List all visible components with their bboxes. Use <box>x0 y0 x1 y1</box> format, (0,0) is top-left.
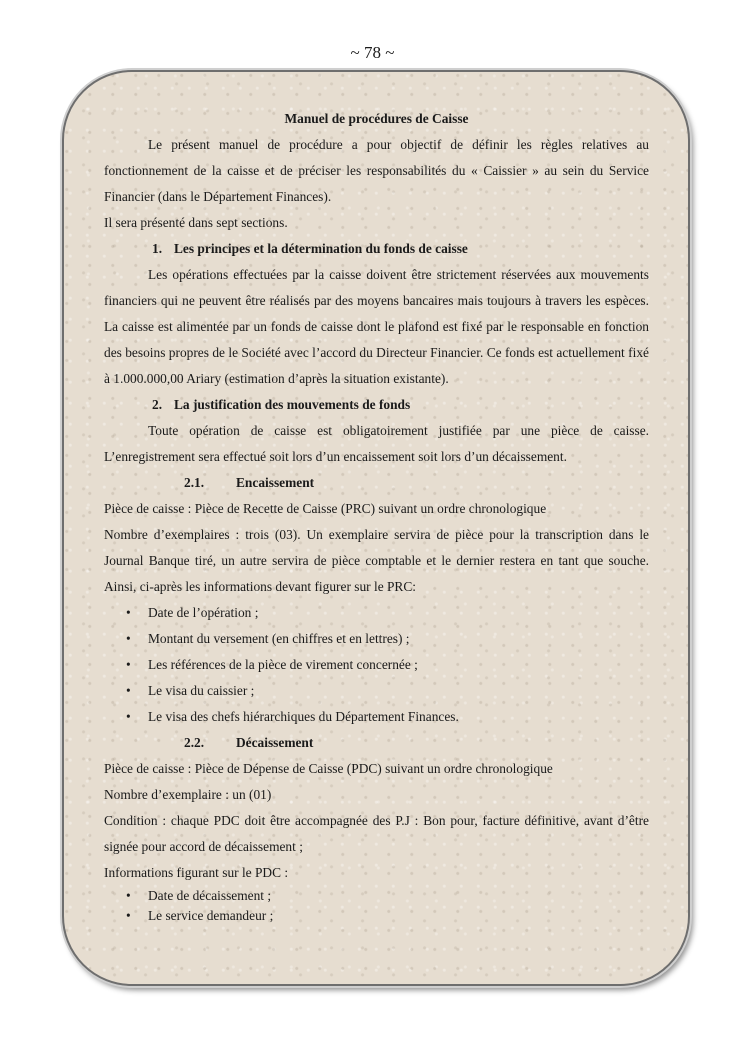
pdc-piece-line: Pièce de caisse : Pièce de Dépense de Caisse (PDC) suivant un ordre chronologique <box>104 761 553 776</box>
section-2-title: La justification des mouvements de fonds <box>174 397 411 412</box>
subsection-2-1-title: Encaissement <box>236 475 315 490</box>
list-item-text: Date de décaissement ; <box>148 888 272 903</box>
list-item <box>104 652 649 678</box>
list-item-text: Le visa des chefs hiérarchiques du Département Finances. <box>148 709 459 724</box>
list-item <box>104 704 649 730</box>
list-item-text: Date de l’opération ; <box>148 605 259 620</box>
subsection-2-1-heading <box>104 470 649 496</box>
bullet-icon: • <box>126 605 131 620</box>
section-1-number: 1. <box>152 241 163 256</box>
list-item-text: Les références de la pièce de virement concernée ; <box>148 657 418 672</box>
bullet-icon: • <box>126 631 131 646</box>
section-2-heading <box>104 392 649 418</box>
bullet-icon: • <box>126 683 131 698</box>
list-item-text: Le visa du caissier ; <box>148 683 255 698</box>
subsection-2-1-number: 2.1. <box>184 475 205 490</box>
pdc-info-heading: Informations figurant sur le PDC : <box>104 865 289 880</box>
list-item <box>104 678 649 704</box>
subsection-2-2-number: 2.2. <box>184 735 205 750</box>
section-1-body: Les opérations effectuées par la caisse doivent être strictement réservées aux mouvements financiers qui ne peuvent être réalisés par des moyens bancaires mais toujours à travers les espèces. La caisse est alimentée par un fonds de caisse dont le plafond est fixé par le responsable en fonction des besoins propres de le Société avec l’accord du Directeur Financier. Ce fonds est actuellement fixé à 1.000.000,00 Ariary (estimation d’après la situation existante). <box>104 267 649 386</box>
list-item <box>104 906 649 926</box>
list-item <box>104 600 649 626</box>
bullet-icon: • <box>126 888 131 903</box>
prc-info-list <box>104 600 649 730</box>
list-item-text: Montant du versement (en chiffres et en lettres) ; <box>148 631 410 646</box>
subsection-2-2-title: Décaissement <box>236 735 314 750</box>
document-body <box>104 106 649 926</box>
subsection-2-2-heading <box>104 730 649 756</box>
section-1-title: Les principes et la détermination du fonds de caisse <box>174 241 468 256</box>
section-2-number: 2. <box>152 397 163 412</box>
section-2-body: Toute opération de caisse est obligatoirement justifiée par une pièce de caisse. L’enregistrement sera effectué soit lors d’un encaissement soit lors d’un décaissement. <box>104 423 649 464</box>
intro-sections-line: Il sera présenté dans sept sections. <box>104 215 288 230</box>
bullet-icon: • <box>126 709 131 724</box>
bullet-icon: • <box>126 657 131 672</box>
prc-copies-paragraph: Nombre d’exemplaires : trois (03). Un exemplaire servira de pièce pour la transcription dans le Journal Banque tiré, un autre servira de pièce comptable et le dernier restera en tant que souche. Ainsi, ci-après les informations devant figurer sur le PRC: <box>104 527 649 594</box>
pdc-copies-line: Nombre d’exemplaire : un (01) <box>104 787 272 802</box>
list-item <box>104 886 649 906</box>
list-item <box>104 626 649 652</box>
prc-piece-line: Pièce de caisse : Pièce de Recette de Caisse (PRC) suivant un ordre chronologique <box>104 501 547 516</box>
bullet-icon: • <box>126 908 131 923</box>
intro-paragraph: Le présent manuel de procédure a pour objectif de définir les règles relatives au fonctionnement de la caisse et de préciser les responsabilités du « Caissier » au sein du Service Financier (dans le Département Finances). <box>104 137 649 204</box>
page-number: ~ 78 ~ <box>350 43 395 62</box>
list-item-text: Le service demandeur ; <box>148 908 274 923</box>
document-title: Manuel de procédures de Caisse <box>284 111 469 126</box>
section-1-heading <box>104 236 649 262</box>
pdc-condition-paragraph: Condition : chaque PDC doit être accompagnée des P.J : Bon pour, facture définitive, avant d’être signée pour accord de décaissement ; <box>104 813 649 854</box>
pdc-info-list <box>104 886 649 926</box>
